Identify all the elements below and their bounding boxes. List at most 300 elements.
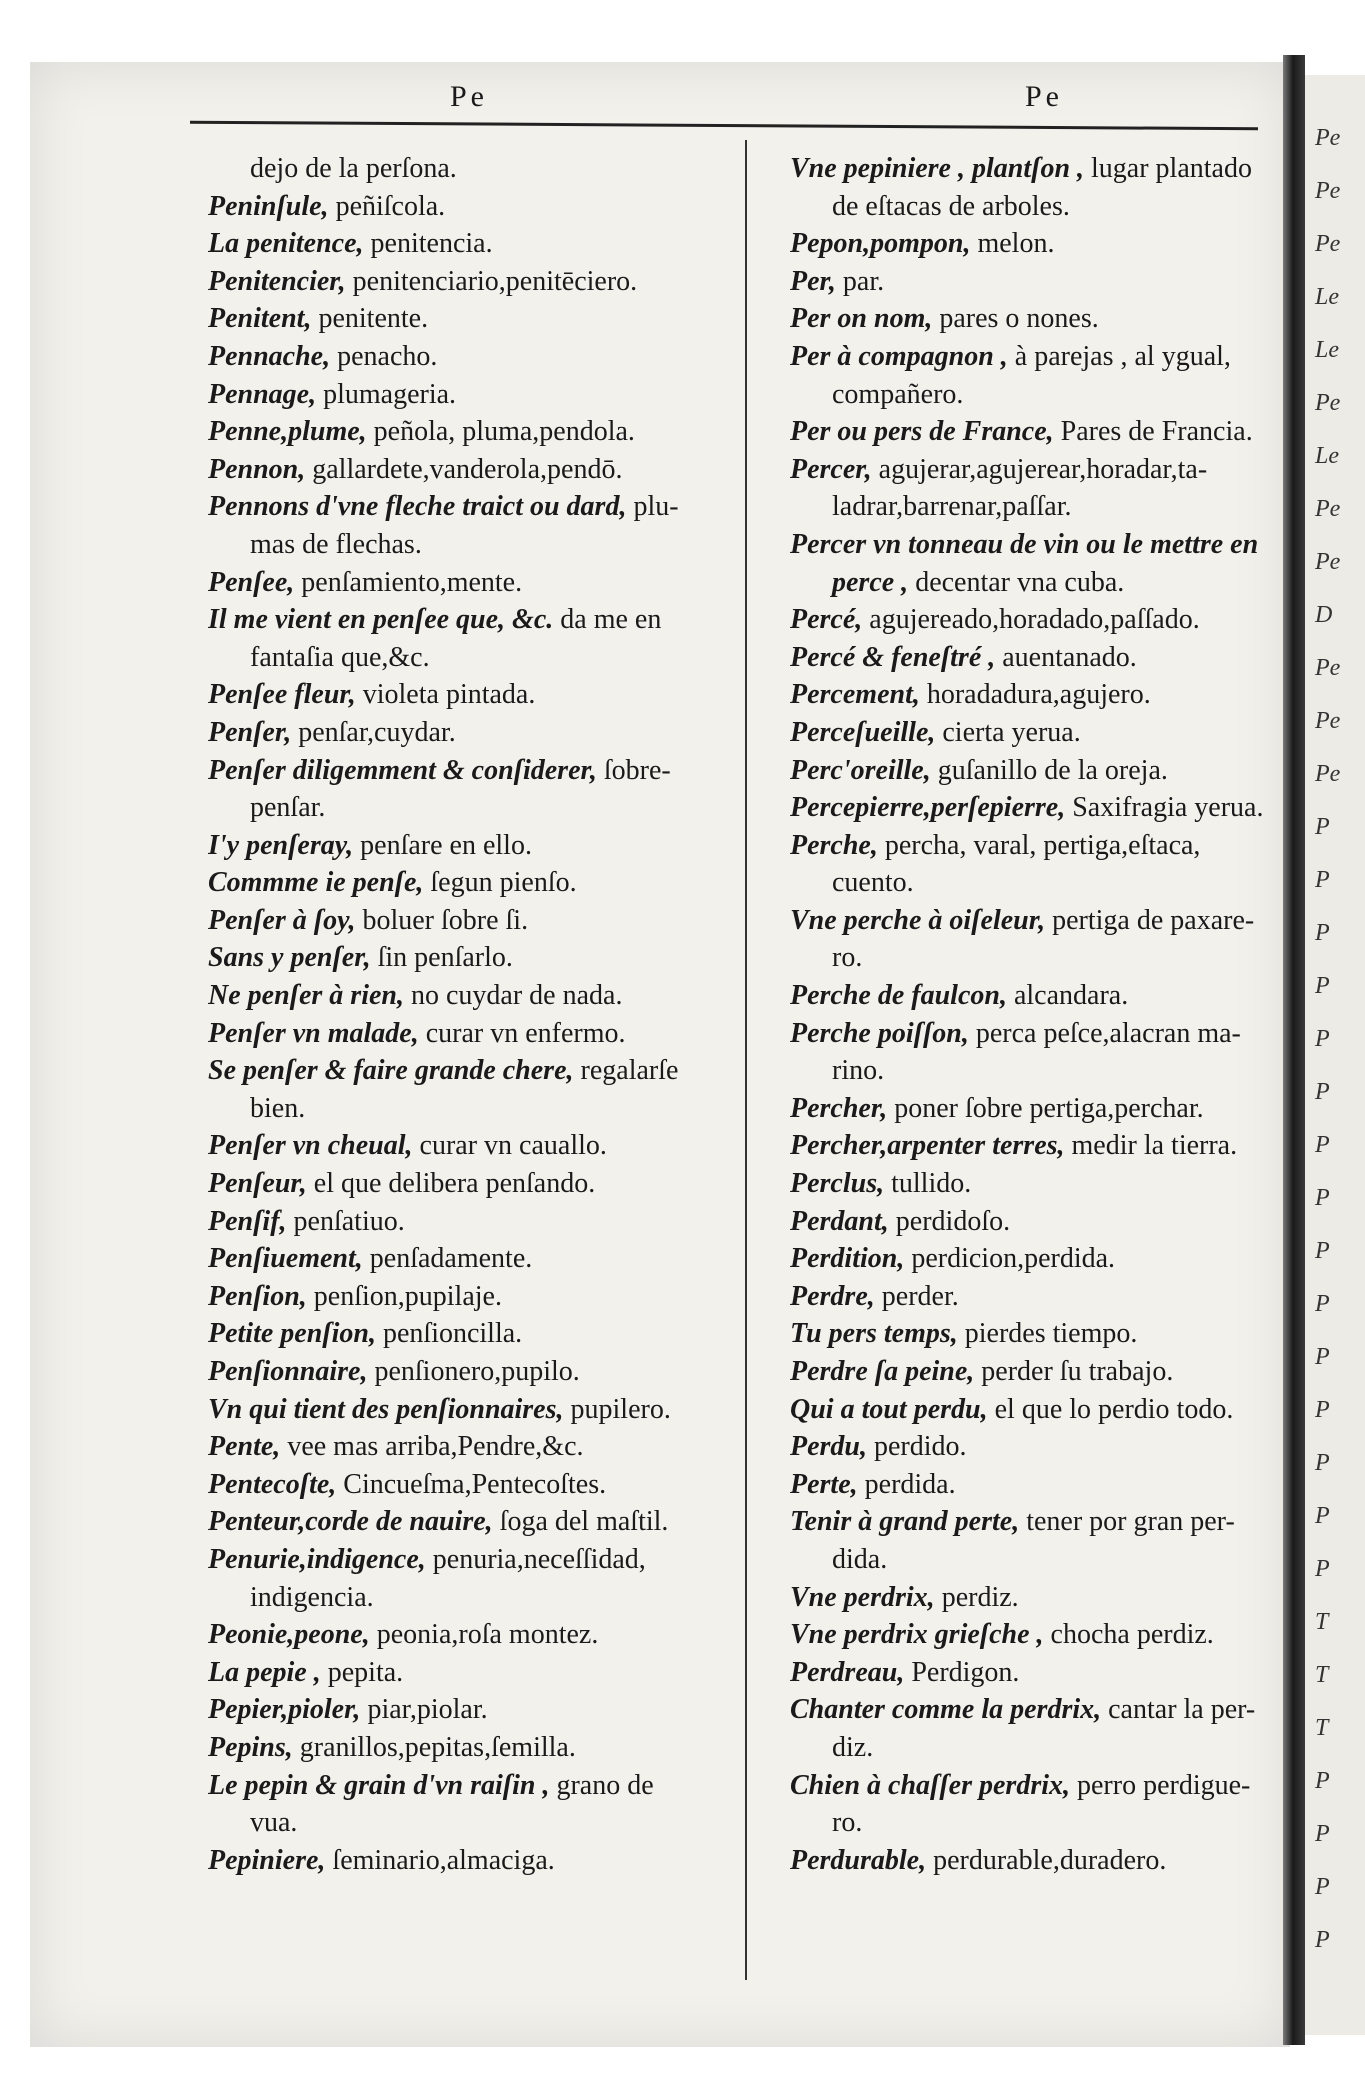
translation: à parejas , al ygual, <box>1014 340 1231 372</box>
next-page-fragment: P <box>1315 920 1330 946</box>
translation: ſegun pienſo. <box>430 867 577 899</box>
next-page-fragment: P <box>1315 1450 1330 1476</box>
translation: ro. <box>832 942 863 974</box>
dictionary-line <box>790 1052 1280 1090</box>
dictionary-line <box>208 1278 738 1316</box>
left-column <box>208 150 738 1879</box>
dictionary-line <box>790 1090 1280 1128</box>
dictionary-line <box>208 1842 738 1880</box>
dictionary-line <box>208 1804 738 1842</box>
headword: Perdition, <box>790 1243 905 1275</box>
translation: peñiſcola. <box>335 190 446 222</box>
headword: Pepiniere, <box>208 1844 326 1876</box>
dictionary-line <box>790 1015 1280 1053</box>
headword: Penſeur, <box>208 1168 307 1200</box>
translation: compañero. <box>832 378 964 410</box>
headword: Perte, <box>790 1468 858 1500</box>
headword: I'y penſeray, <box>208 829 354 861</box>
translation: cantar la per- <box>1108 1694 1256 1726</box>
headword: Perche poiſſon, <box>790 1017 969 1049</box>
dictionary-line <box>208 526 738 564</box>
translation: ſin penſarlo. <box>377 942 513 974</box>
translation: lugar plantado <box>1091 153 1252 184</box>
headword: Perche, <box>790 829 878 861</box>
dictionary-line <box>790 1428 1280 1466</box>
translation: mas de flechas. <box>250 528 422 560</box>
headword: Penitencier, <box>208 265 346 297</box>
translation: pierdes tiempo. <box>964 1318 1138 1350</box>
headword: Per, <box>790 265 836 297</box>
translation: penſar. <box>250 792 326 824</box>
translation: penacho. <box>337 340 438 372</box>
translation: granillos,pepitas,ſemilla. <box>299 1731 576 1763</box>
next-page-fragment: P <box>1315 1079 1330 1105</box>
dictionary-line <box>790 413 1280 451</box>
translation: da me en <box>560 604 662 636</box>
next-page-fragment: P <box>1315 1344 1330 1370</box>
next-page-fragment: P <box>1315 867 1330 893</box>
translation: regalarſe <box>580 1055 679 1087</box>
next-page-fragment: P <box>1315 1503 1330 1529</box>
translation: pertiga de paxare- <box>1052 904 1255 936</box>
translation: penſatiuo. <box>293 1205 405 1237</box>
translation: Perdigon. <box>911 1656 1020 1688</box>
headword: Percé, <box>790 604 863 636</box>
dictionary-line <box>208 1127 738 1165</box>
translation: perdida. <box>864 1468 956 1500</box>
dictionary-line <box>208 1503 738 1541</box>
headword: Penſer vn cheual, <box>208 1130 413 1162</box>
translation: ro. <box>832 1807 863 1839</box>
dictionary-line <box>790 526 1280 564</box>
translation: penſionero,pupilo. <box>374 1356 580 1387</box>
headword: Vne pepiniere , plantſon , <box>790 153 1085 184</box>
translation: horadadura,agujero. <box>926 679 1151 711</box>
dictionary-line <box>208 413 738 451</box>
dictionary-line <box>790 939 1280 977</box>
next-page-fragment: Pe <box>1315 549 1341 575</box>
dictionary-line <box>208 714 738 752</box>
dictionary-line <box>208 188 738 226</box>
translation: perro perdigue- <box>1077 1769 1251 1801</box>
headword: Pennons d'vne fleche traict ou dard, <box>208 491 627 523</box>
next-page-fragment: T <box>1315 1609 1329 1635</box>
next-page-fragment: P <box>1315 1927 1330 1953</box>
headword: Sans y penſer, <box>208 942 371 974</box>
translation: peñola, pluma,pendola. <box>373 416 635 448</box>
dictionary-line <box>790 977 1280 1015</box>
translation: Cincueſma,Pentecoſtes. <box>343 1468 607 1500</box>
headword: La penitence, <box>208 228 364 260</box>
dictionary-line <box>208 338 738 376</box>
translation: ſoga del maſtil. <box>499 1506 669 1538</box>
next-page-fragment: P <box>1315 973 1330 999</box>
dictionary-line <box>208 1052 738 1090</box>
dictionary-line <box>208 1391 738 1429</box>
dictionary-line <box>208 1541 738 1579</box>
dictionary-line <box>790 601 1280 639</box>
translation: penuria,neceſſidad, <box>432 1543 646 1575</box>
translation: par. <box>842 265 885 297</box>
dictionary-line <box>208 300 738 338</box>
dictionary-line <box>790 676 1280 714</box>
dictionary-line <box>790 827 1280 865</box>
translation: rino. <box>832 1055 885 1087</box>
translation: decentar vna cuba. <box>915 566 1125 598</box>
translation: grano de <box>556 1769 654 1801</box>
translation: perdurable,duradero. <box>933 1844 1167 1876</box>
headword: Peonie,peone, <box>208 1619 370 1651</box>
dictionary-line <box>790 338 1280 376</box>
headword: Pepon,pompon, <box>790 228 971 260</box>
dictionary-line <box>208 564 738 602</box>
headword: Vne perdrix, <box>790 1581 935 1613</box>
dictionary-line <box>208 1428 738 1466</box>
dictionary-line <box>790 789 1280 827</box>
next-page-fragment: Pe <box>1315 655 1341 681</box>
dictionary-line <box>208 827 738 865</box>
headword: Il me vient en penſee que, &c. <box>208 604 554 636</box>
translation: bien. <box>250 1092 306 1124</box>
headword: Pepier,pioler, <box>208 1694 361 1726</box>
translation: penſare en ello. <box>360 829 532 861</box>
headword: Per on nom, <box>790 303 933 335</box>
next-page-fragment: Pe <box>1315 761 1341 787</box>
translation: perca peſce,alacran ma- <box>975 1017 1241 1049</box>
translation: ſobre- <box>603 754 671 786</box>
dictionary-line <box>208 1165 738 1203</box>
dictionary-line <box>208 1315 738 1353</box>
headword: Percer, <box>790 453 872 485</box>
headword: Pente, <box>208 1431 281 1463</box>
translation: perdicion,perdida. <box>911 1243 1116 1275</box>
translation: el que lo perdio todo. <box>994 1393 1234 1425</box>
translation: penſadamente. <box>369 1243 533 1275</box>
dictionary-line <box>790 564 1280 602</box>
next-page-fragment: P <box>1315 1291 1330 1317</box>
headword: Pentecoſte, <box>208 1468 337 1500</box>
next-page-fragment: Le <box>1315 443 1339 469</box>
dictionary-line <box>208 488 738 526</box>
dictionary-line <box>208 225 738 263</box>
translation: fantaſia que,&c. <box>250 641 430 673</box>
headword: Pennache, <box>208 340 331 372</box>
translation: perder. <box>881 1280 959 1312</box>
headword: Perdre, <box>790 1280 875 1312</box>
dictionary-line <box>208 1767 738 1805</box>
headword: Perc'oreille, <box>790 754 931 786</box>
translation: penſioncilla. <box>382 1318 523 1350</box>
dictionary-line <box>208 789 738 827</box>
dictionary-line <box>790 1391 1280 1429</box>
translation: penſar,cuydar. <box>298 716 456 748</box>
dictionary-line <box>790 1315 1280 1353</box>
dictionary-line <box>208 601 738 639</box>
dictionary-line <box>790 1353 1280 1391</box>
headword: Penſer diligemment & conſiderer, <box>208 754 597 786</box>
translation: poner ſobre pertiga,perchar. <box>894 1092 1204 1124</box>
next-page-fragment: P <box>1315 1238 1330 1264</box>
headword: Percepierre,perſepierre, <box>790 792 1066 824</box>
headword: Ne penſer à rien, <box>208 980 404 1012</box>
translation: penitenciario,penitēciero. <box>352 265 638 297</box>
translation: cierta yerua. <box>942 716 1081 748</box>
dictionary-line <box>208 150 738 188</box>
headword: Vne perdrix grieſche , <box>790 1619 1044 1651</box>
running-head-right: Pe <box>1025 80 1063 113</box>
dictionary-line <box>790 1767 1280 1805</box>
dictionary-line <box>208 939 738 977</box>
translation: guſanillo de la oreja. <box>937 754 1168 786</box>
headword: Per à compagnon , <box>790 340 1008 372</box>
translation: perdido. <box>874 1431 967 1463</box>
headword: perce , <box>832 566 909 598</box>
headword: Penteur,corde de nauire, <box>208 1506 493 1538</box>
translation: medir la tierra. <box>1071 1130 1238 1162</box>
dictionary-line <box>208 1015 738 1053</box>
headword: Penſee, <box>208 566 295 598</box>
headword: Perdre ſa peine, <box>790 1356 975 1387</box>
headword: Commme ie penſe, <box>208 867 424 899</box>
dictionary-line <box>208 1090 738 1128</box>
next-page-fragment: P <box>1315 1026 1330 1052</box>
headword: Penſif, <box>208 1205 287 1237</box>
dictionary-line <box>790 1127 1280 1165</box>
dictionary-line <box>790 1240 1280 1278</box>
translation: diz. <box>832 1731 874 1763</box>
next-page-fragment: Pe <box>1315 390 1341 416</box>
headword: Percer vn tonneau de vin ou le mettre en <box>790 528 1259 560</box>
dictionary-line <box>790 1203 1280 1241</box>
dictionary-line <box>790 902 1280 940</box>
headword: Perceſueille, <box>790 716 936 748</box>
next-page-fragment: Pe <box>1315 231 1341 257</box>
dictionary-line <box>790 1579 1280 1617</box>
next-page-edge <box>1305 75 1365 2035</box>
translation: Pares de Francia. <box>1060 416 1253 448</box>
headword: Pennon, <box>208 453 306 485</box>
dictionary-line <box>790 1842 1280 1880</box>
dictionary-line <box>790 300 1280 338</box>
dictionary-line <box>790 225 1280 263</box>
headword: Pepins, <box>208 1731 293 1763</box>
translation: pepita. <box>327 1656 404 1688</box>
headword: Penne,plume, <box>208 416 367 448</box>
translation: tener por gran per- <box>1026 1506 1235 1538</box>
translation: violeta pintada. <box>362 679 536 711</box>
headword: Perdreau, <box>790 1656 905 1688</box>
dictionary-line <box>208 977 738 1015</box>
translation: agujereado,horadado,paſſado. <box>869 604 1200 636</box>
next-page-fragment: Pe <box>1315 178 1341 204</box>
dictionary-line <box>208 676 738 714</box>
dictionary-line <box>790 1616 1280 1654</box>
translation: cuento. <box>832 867 914 899</box>
dictionary-line <box>790 1541 1280 1579</box>
headword: Peninſule, <box>208 190 329 222</box>
dictionary-line <box>208 1729 738 1767</box>
headword: Per ou pers de France, <box>790 416 1054 448</box>
translation: ſeminario,almaciga. <box>332 1844 555 1876</box>
headword: Penitent, <box>208 303 312 335</box>
dictionary-line <box>208 864 738 902</box>
next-page-fragment: P <box>1315 1821 1330 1847</box>
next-page-fragment: Le <box>1315 284 1339 310</box>
dictionary-line <box>208 376 738 414</box>
next-page-fragment: P <box>1315 1556 1330 1582</box>
headword: Percher,arpenter terres, <box>790 1130 1065 1162</box>
next-page-fragment: T <box>1315 1662 1329 1688</box>
translation: pupilero. <box>570 1393 671 1425</box>
translation: vee mas arriba,Pendre,&c. <box>287 1431 584 1463</box>
dictionary-line <box>790 714 1280 752</box>
headword: Penſer à ſoy, <box>208 904 356 936</box>
next-page-fragment: T <box>1315 1715 1329 1741</box>
translation: plumageria. <box>323 378 457 410</box>
headword: Penſiuement, <box>208 1243 363 1275</box>
headword: Penſee fleur, <box>208 679 356 711</box>
translation: curar vn cauallo. <box>419 1130 607 1162</box>
dictionary-line <box>790 150 1280 188</box>
dictionary-line <box>790 1503 1280 1541</box>
translation: perder ſu trabajo. <box>981 1356 1174 1387</box>
translation: Saxifragia yerua. <box>1072 792 1264 824</box>
next-page-fragment: P <box>1315 1132 1330 1158</box>
headword: Penſer, <box>208 716 292 748</box>
headword: Penſionnaire, <box>208 1356 368 1387</box>
translation: ladrar,barrenar,paſſar. <box>832 491 1072 523</box>
headword: Tu pers temps, <box>790 1318 958 1350</box>
headword: Vn qui tient des penſionnaires, <box>208 1393 564 1425</box>
headword: Perche de faulcon, <box>790 980 1007 1012</box>
headword: Pennage, <box>208 378 317 410</box>
translation: chocha perdiz. <box>1050 1619 1214 1651</box>
translation: auentanado. <box>1002 641 1137 673</box>
translation: boluer ſobre ſi. <box>362 904 529 936</box>
dictionary-line <box>208 639 738 677</box>
translation: vua. <box>250 1807 298 1839</box>
dictionary-line <box>208 1579 738 1617</box>
next-page-fragment: P <box>1315 1768 1330 1794</box>
dictionary-line <box>208 1691 738 1729</box>
translation: penſion,pupilaje. <box>313 1280 502 1312</box>
headword: Percement, <box>790 679 920 711</box>
translation: indigencia. <box>250 1581 374 1613</box>
headword: Chien à chaſſer perdrix, <box>790 1769 1070 1801</box>
translation: penitente. <box>318 303 429 335</box>
next-page-fragment: Pe <box>1315 496 1341 522</box>
dictionary-line <box>790 1654 1280 1692</box>
dictionary-line <box>790 752 1280 790</box>
headword: Se penſer & faire grande chere, <box>208 1055 574 1087</box>
headword: Qui a tout perdu, <box>790 1393 988 1425</box>
headword: Tenir à grand perte, <box>790 1506 1020 1538</box>
headword: Perclus, <box>790 1168 885 1200</box>
headword: Percé & feneſtré , <box>790 641 996 673</box>
next-page-fragment: Le <box>1315 337 1339 363</box>
translation: percha, varal, pertiga,eſtaca, <box>884 829 1201 861</box>
translation: el que delibera penſando. <box>313 1168 596 1200</box>
translation: melon. <box>977 228 1055 260</box>
dictionary-line <box>208 1654 738 1692</box>
dictionary-line <box>208 451 738 489</box>
translation: gallardete,vanderola,pendō. <box>312 453 623 485</box>
headword: Penſion, <box>208 1280 307 1312</box>
headword: Chanter comme la perdrix, <box>790 1694 1102 1726</box>
translation: plu- <box>633 491 679 523</box>
translation: no cuydar de nada. <box>410 980 623 1012</box>
dictionary-line <box>208 1353 738 1391</box>
dictionary-line <box>790 376 1280 414</box>
next-page-fragment: P <box>1315 1185 1330 1211</box>
translation: dejo de la perſona. <box>250 153 457 184</box>
translation: dida. <box>832 1543 888 1575</box>
translation: peonia,roſa montez. <box>376 1619 599 1651</box>
dictionary-line <box>790 451 1280 489</box>
dictionary-line <box>208 263 738 301</box>
translation: perdiz. <box>941 1581 1019 1613</box>
headword: Perdu, <box>790 1431 867 1463</box>
headword: Le pepin & grain d'vn raiſin , <box>208 1769 550 1801</box>
translation: pares o nones. <box>939 303 1099 335</box>
translation: tullido. <box>891 1168 972 1200</box>
dictionary-line <box>790 1278 1280 1316</box>
headword: Vne perche à oiſeleur, <box>790 904 1046 936</box>
next-page-fragment: P <box>1315 814 1330 840</box>
translation: piar,piolar. <box>367 1694 488 1726</box>
dictionary-line <box>790 1165 1280 1203</box>
next-page-fragment: P <box>1315 1397 1330 1423</box>
dictionary-line <box>790 1466 1280 1504</box>
dictionary-line <box>208 752 738 790</box>
translation: alcandara. <box>1013 980 1129 1012</box>
dictionary-line <box>208 902 738 940</box>
running-head-left: Pe <box>450 80 488 113</box>
dictionary-line <box>208 1240 738 1278</box>
dictionary-line <box>790 488 1280 526</box>
next-page-fragment: P <box>1315 1874 1330 1900</box>
headword: Penſer vn malade, <box>208 1017 419 1049</box>
dictionary-line <box>208 1616 738 1654</box>
right-column <box>790 150 1280 1879</box>
column-divider <box>745 140 747 1980</box>
book-gutter <box>1283 55 1305 2045</box>
next-page-fragment: D <box>1315 602 1333 628</box>
translation: de eſtacas de arboles. <box>832 190 1070 222</box>
dictionary-line <box>790 1691 1280 1729</box>
translation: penitencia. <box>370 228 493 260</box>
dictionary-line <box>208 1466 738 1504</box>
headword: Percher, <box>790 1092 888 1124</box>
translation: perdidoſo. <box>895 1205 1011 1237</box>
translation: agujerar,agujerear,horadar,ta- <box>878 453 1208 485</box>
dictionary-line <box>790 188 1280 226</box>
dictionary-line <box>790 1729 1280 1767</box>
headword: Penurie,indigence, <box>208 1543 426 1575</box>
headword: Perdant, <box>790 1205 889 1237</box>
next-page-fragment: Pe <box>1315 125 1341 151</box>
headword: Perdurable, <box>790 1844 927 1876</box>
dictionary-line <box>790 263 1280 301</box>
dictionary-line <box>208 1203 738 1241</box>
dictionary-line <box>790 1804 1280 1842</box>
headword: Petite penſion, <box>208 1318 376 1350</box>
headword: La pepie , <box>208 1656 321 1688</box>
next-page-fragment: Pe <box>1315 708 1341 734</box>
translation: curar vn enfermo. <box>425 1017 626 1049</box>
dictionary-line <box>790 864 1280 902</box>
dictionary-line <box>790 639 1280 677</box>
